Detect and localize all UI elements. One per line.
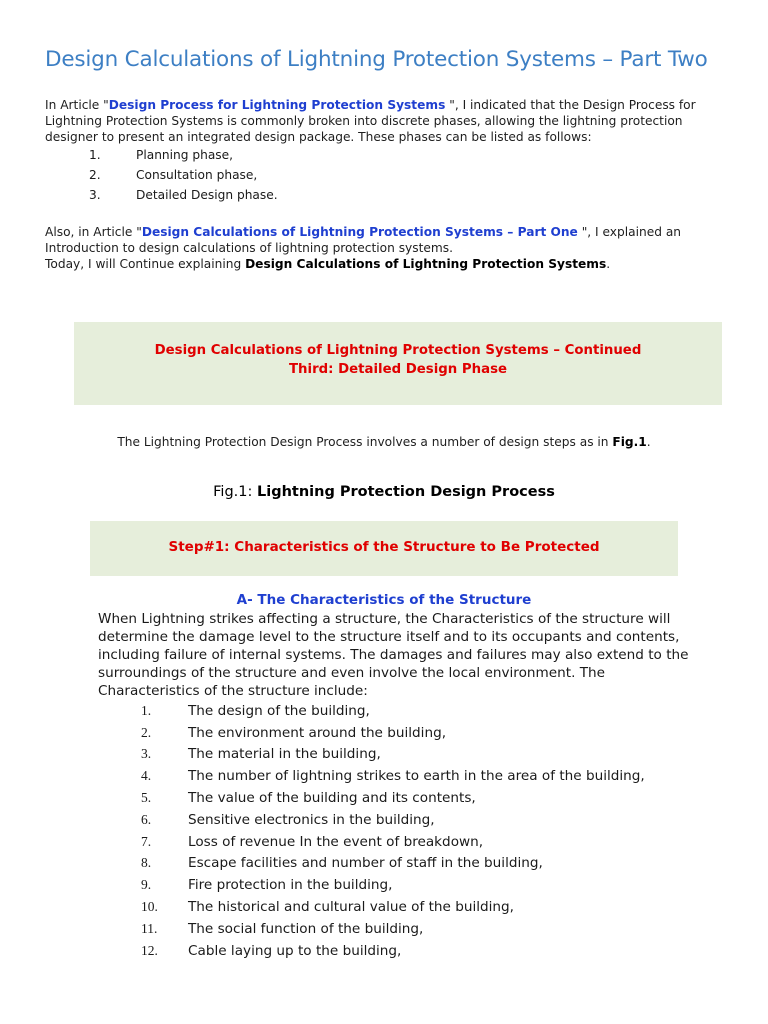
also-pre: Also, in Article " xyxy=(45,225,142,239)
callout-line-2: Third: Detailed Design Phase xyxy=(288,362,508,377)
today-post: . xyxy=(606,257,611,271)
today-pre: Today, I will Continue explaining xyxy=(45,257,246,271)
list-item xyxy=(89,165,278,185)
today-bold: Design Calculations of Lightning Protection Systems xyxy=(245,257,607,271)
list-item xyxy=(89,185,278,205)
also-paragraph xyxy=(45,224,725,272)
list-item xyxy=(141,809,645,831)
callout-box xyxy=(74,322,722,405)
page-title: Design Calculations of Lightning Protection Systems – Part Two xyxy=(45,47,708,72)
step-1-heading: Step#1: Characteristics of the Structure to Be Protected xyxy=(168,539,600,555)
list-text: The design of the building, xyxy=(188,702,370,719)
step-1-box xyxy=(90,521,678,576)
list-number: 8. xyxy=(141,855,152,871)
list-number: 11. xyxy=(141,920,158,936)
list-number: 4. xyxy=(141,768,152,784)
figure-label: Fig.1 xyxy=(213,484,248,500)
list-text: Planning phase, xyxy=(136,148,234,162)
fig-ref: Fig.1 xyxy=(612,435,647,449)
list-item xyxy=(141,896,645,918)
list-text: The value of the building and its contents, xyxy=(188,790,476,807)
list-number: 10. xyxy=(141,899,158,915)
list-text: Cable laying up to the building, xyxy=(188,942,402,959)
article-link-part-one[interactable]: Design Calculations of Lightning Protection Systems – Part One xyxy=(141,225,578,239)
list-number: 2. xyxy=(141,724,152,740)
list-item xyxy=(141,787,645,809)
list-text: Escape facilities and number of staff in the building, xyxy=(188,855,543,872)
list-text: Consultation phase, xyxy=(136,168,258,182)
list-number: 3. xyxy=(89,188,101,202)
list-item xyxy=(141,940,645,962)
also-post: ", I explained an Introduction to design calculations of lightning protection systems. xyxy=(45,225,682,255)
list-number: 1. xyxy=(141,702,152,718)
list-item xyxy=(141,918,645,940)
section-a-body: When Lightning strikes affecting a structure, the Characteristics of the structure will determine the damage level to the structure itself and to its occupants and contents, including failure of internal systems. The damages and failures may also extend to the surroundings of the structure and even involve the local environment. The Characteristics of the structure include: xyxy=(98,611,689,699)
figure-sep: : xyxy=(247,484,257,500)
list-number: 5. xyxy=(141,790,152,806)
list-item xyxy=(141,722,645,744)
list-number: 9. xyxy=(141,877,152,893)
intro-paragraph xyxy=(45,97,725,145)
figure-caption xyxy=(0,484,768,500)
process-line-text: The Lightning Protection Design Process involves a number of design steps as in xyxy=(117,435,613,449)
process-intro-line xyxy=(0,435,768,449)
process-line-end: . xyxy=(646,435,651,449)
list-text: Detailed Design phase. xyxy=(136,188,278,202)
list-text: Fire protection in the building, xyxy=(188,877,393,894)
list-item xyxy=(141,853,645,875)
intro-post: ", I indicated that the Design Process for Lightning Protection Systems is commonly broken into discrete phases, allowing the lightning protection designer to present an integrated design package. These phases can be listed as follows: xyxy=(45,98,696,144)
figure-caption-text: Lightning Protection Design Process xyxy=(256,484,555,500)
list-text: Sensitive electronics in the building, xyxy=(188,811,435,828)
list-text: The environment around the building, xyxy=(188,724,447,741)
list-text: The number of lightning strikes to earth in the area of the building, xyxy=(188,768,645,785)
list-number: 6. xyxy=(141,811,152,827)
intro-pre: In Article " xyxy=(45,98,109,112)
list-item xyxy=(141,765,645,787)
list-text: The social function of the building, xyxy=(188,920,424,937)
list-item xyxy=(141,874,645,896)
list-number: 7. xyxy=(141,833,152,849)
list-number: 12. xyxy=(141,942,158,958)
list-item xyxy=(89,145,278,165)
characteristics-list xyxy=(141,700,645,962)
list-number: 3. xyxy=(141,746,152,762)
list-item xyxy=(141,831,645,853)
list-number: 2. xyxy=(89,168,101,182)
phases-list xyxy=(89,145,278,205)
list-text: The historical and cultural value of the building, xyxy=(188,899,514,916)
list-text: Loss of revenue In the event of breakdown, xyxy=(188,833,484,850)
list-text: The material in the building, xyxy=(188,746,381,763)
callout-line-1: Design Calculations of Lightning Protection Systems – Continued xyxy=(154,343,642,358)
section-a-heading: A- The Characteristics of the Structure xyxy=(236,592,532,608)
list-item xyxy=(141,744,645,766)
list-number: 1. xyxy=(89,148,101,162)
article-link-design-process[interactable]: Design Process for Lightning Protection Systems xyxy=(108,98,446,112)
list-item xyxy=(141,700,645,722)
